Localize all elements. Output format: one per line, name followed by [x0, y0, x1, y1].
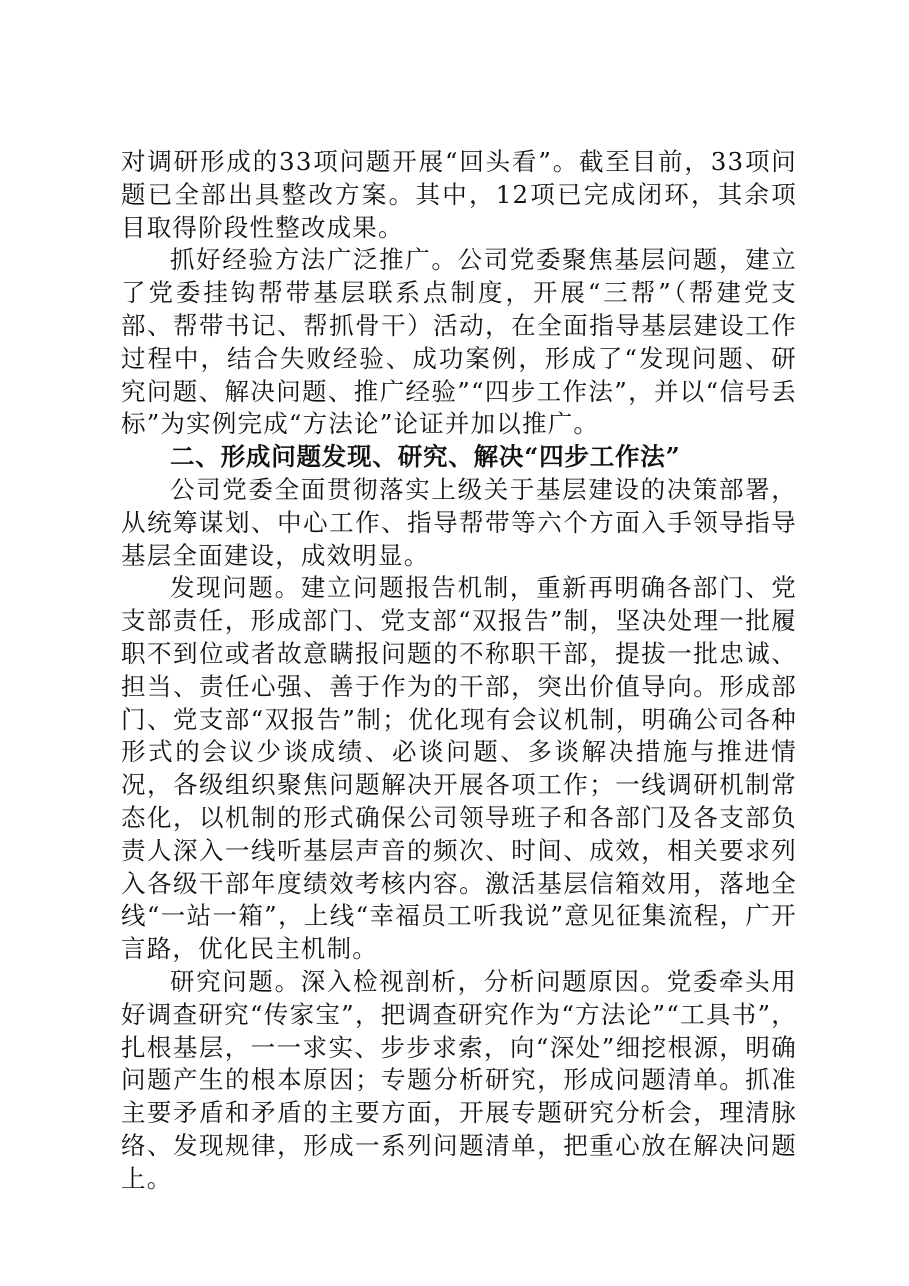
paragraph-discover-problems: 发现问题。建立问题报告机制，重新再明确各部门、党支部责任，形成部门、党支部“双报告”制，坚决处理一批履职不到位或者故意瞒报问题的不称职干部，提拔一批忠诚、担当、责任心强、善于作为的干部，突出价值导向。形成部门、党支部“双报告”制；优化现有会议机制，明确公司各种形式的会议少谈成绩、必谈问题、多谈解决措施与推进情况，各级组织聚焦问题解决开展各项工作；一线调研机制常态化，以机制的形式确保公司领导班子和各部门及各支部负责人深入一线听基层声音的频次、时间、成效，相关要求列入各级干部年度绩效考核内容。激活基层信箱效用，落地全线“一站一箱”，上线“幸福员工听我说”意见征集流程，广开言路，优化民主机制。 — [121, 573, 797, 964]
paragraph-continuation: 对调研形成的33项问题开展“回头看”。截至目前，33项问题已全部出具整改方案。其中，12项已完成闭环，其余项目取得阶段性整改成果。 — [121, 147, 797, 242]
paragraph-experience-promotion: 抓好经验方法广泛推广。公司党委聚焦基层问题，建立了党委挂钩帮带基层联系点制度，开展“三帮”（帮建党支部、帮带书记、帮抓骨干）活动，在全面指导基层建设工作过程中，结合失败经验、成功案例，形成了“发现问题、研究问题、解决问题、推广经验”“四步工作法”，并以“信号丢标”为实例完成“方法论”论证并加以推广。 — [121, 245, 797, 439]
paragraph-research-problems: 研究问题。深入检视剖析，分析问题原因。党委牵头用好调查研究“传家宝”，把调查研究作为“方法论”“工具书”，扎根基层，一一求实、步步求索，向“深处”细挖根源，明确问题产生的根本原因；专题分析研究，形成问题清单。抓准主要矛盾和矛盾的主要方面，开展专题研究分析会，理清脉络、发现规律，形成一系列问题清单，把重心放在解决问题上。 — [121, 966, 797, 1193]
paragraph-overview: 公司党委全面贯彻落实上级关于基层建设的决策部署，从统筹谋划、中心工作、指导帮带等六个方面入手领导指导基层全面建设，成效明显。 — [121, 474, 797, 570]
document-page — [121, 146, 797, 1196]
section-heading: 二、形成问题发现、研究、解决“四步工作法” — [170, 442, 681, 472]
